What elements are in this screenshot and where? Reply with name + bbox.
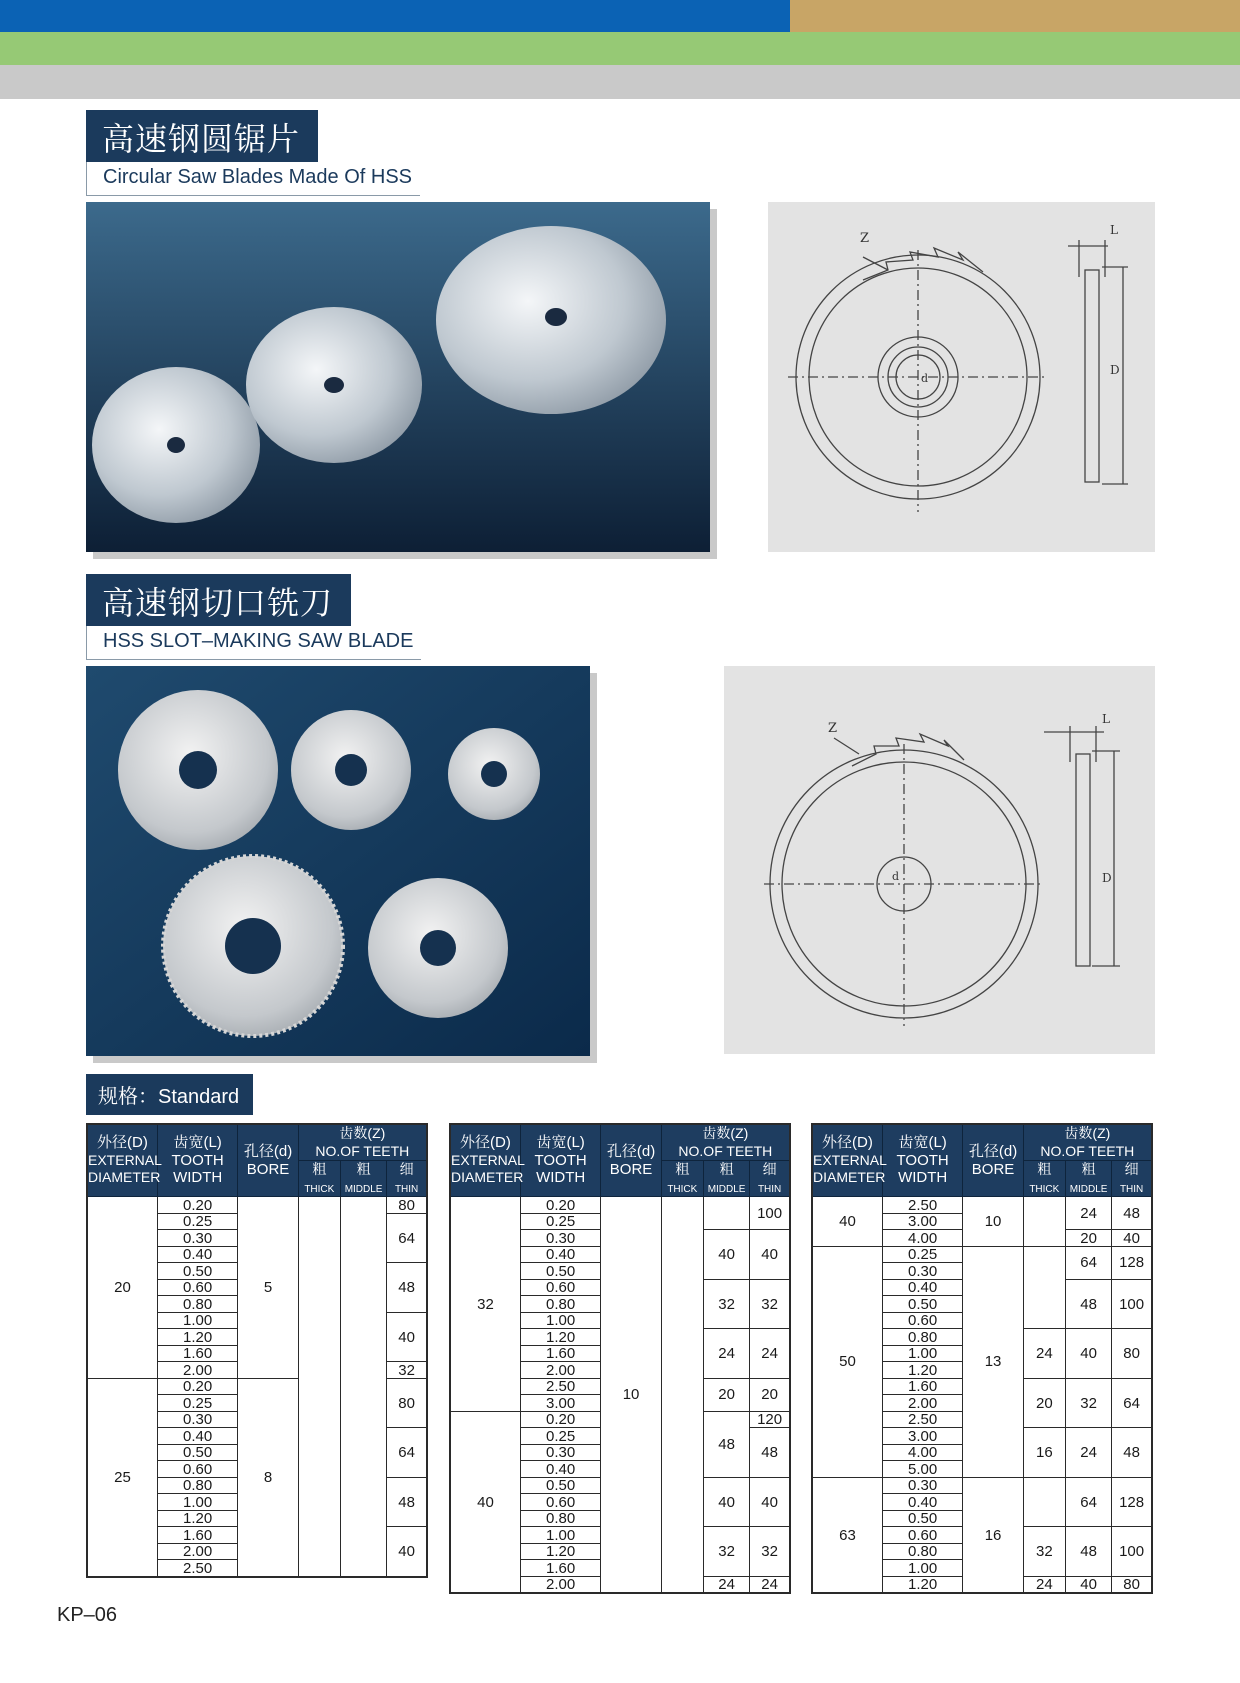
tooth-width-cell: 0.40 [157,1246,237,1263]
header-text-width-en1: TOOTH [896,1151,949,1169]
thick-teeth-cell [298,1197,340,1577]
label-z: Z [860,231,870,246]
diameter-cell: 50 [812,1246,882,1477]
header-text-ext-en2: DIAMETER [813,1169,886,1186]
header-thin [750,1161,790,1197]
thin-teeth-cell: 32 [750,1279,790,1329]
thin-teeth-cell: 40 [387,1312,427,1362]
tooth-width-cell: 0.25 [520,1428,600,1445]
table-row [812,1477,1152,1494]
header-text-width-en2: WIDTH [173,1169,223,1187]
middle-teeth-cell: 32 [1065,1378,1111,1428]
middle-teeth-cell [703,1197,749,1230]
tooth-width-cell: 4.00 [882,1444,962,1461]
thin-teeth-cell: 40 [750,1477,790,1527]
header-text-middle-cn: 粗 [356,1161,371,1178]
header-text-ext-cn: 外径(D) [460,1134,511,1152]
tooth-width-cell: 2.00 [157,1362,237,1379]
header-text-ext-en2: DIAMETER [451,1169,524,1186]
header-text-middle-en: MIDDLE [707,1183,746,1195]
diameter-cell: 40 [450,1411,520,1593]
tooth-width-cell: 1.20 [520,1329,600,1346]
tooth-width-cell: 0.60 [157,1461,237,1478]
thin-teeth-cell: 48 [387,1477,427,1527]
header-text-thick-cn: 粗 [312,1161,327,1178]
tooth-width-cell: 0.40 [882,1279,962,1296]
label-l-2: L [1102,712,1110,726]
header-thin [387,1161,427,1197]
tooth-width-cell: 0.25 [520,1213,600,1230]
header-tooth-width [520,1124,600,1197]
tooth-width-cell: 0.30 [882,1263,962,1280]
bore-cell: 16 [963,1477,1023,1593]
tooth-width-cell: 0.40 [882,1494,962,1511]
header-text-teeth-cn: 齿数(Z) [1064,1125,1111,1141]
saw-blade-medium [246,307,422,463]
header-bore [601,1124,661,1197]
header-text-ext-cn: 外径(D) [97,1134,148,1152]
thick-teeth-cell [661,1197,703,1594]
tooth-width-cell: 1.20 [157,1329,237,1346]
tooth-width-cell: 4.00 [882,1230,962,1247]
thick-teeth-cell: 16 [1023,1428,1065,1478]
tooth-width-cell: 2.00 [520,1576,600,1593]
header-text-thin-en: THIN [757,1183,782,1195]
header-no-of-teeth [1023,1124,1152,1161]
thin-teeth-cell: 20 [750,1378,790,1411]
slot-saw-drawing [724,666,1155,1054]
thin-teeth-cell: 64 [1112,1378,1152,1428]
tooth-width-cell: 0.50 [882,1296,962,1313]
tooth-width-cell: 1.20 [882,1576,962,1593]
diameter-cell: 32 [450,1197,520,1412]
saw-blade-large [436,226,666,414]
tooth-width-cell: 2.00 [157,1543,237,1560]
thin-teeth-cell: 64 [387,1428,427,1478]
tooth-width-cell: 2.50 [882,1197,962,1214]
tooth-width-cell: 0.30 [882,1477,962,1494]
header-tooth-width [157,1124,237,1197]
tooth-width-cell: 1.00 [882,1560,962,1577]
middle-teeth-cell: 40 [1065,1576,1111,1593]
header-bore [238,1124,298,1197]
tooth-width-cell: 0.40 [520,1461,600,1478]
header-thick [1023,1161,1065,1197]
tooth-width-cell: 0.80 [157,1477,237,1494]
tooth-width-cell: 2.50 [520,1378,600,1395]
section1-title-cn: 高速钢圆锯片 [86,110,318,162]
tooth-width-cell: 0.25 [157,1395,237,1412]
thin-teeth-cell: 80 [1112,1329,1152,1379]
tooth-width-cell: 0.80 [882,1543,962,1560]
thick-teeth-cell: 32 [1023,1527,1065,1577]
header-text-width-cn: 齿宽(L) [173,1134,222,1152]
header-text-width-cn: 齿宽(L) [536,1134,585,1152]
thick-teeth-cell [1023,1246,1065,1329]
header-text-middle-cn: 粗 [719,1161,734,1178]
middle-teeth-cell: 24 [703,1329,749,1379]
tooth-width-cell: 0.20 [157,1378,237,1395]
tooth-width-cell: 0.60 [882,1527,962,1544]
header-text-thin-en: THIN [1119,1183,1144,1195]
bore-cell: 5 [238,1197,298,1379]
header-middle [703,1161,749,1197]
thick-teeth-cell: 24 [1023,1329,1065,1379]
thin-teeth-cell: 48 [387,1263,427,1313]
table-row [450,1197,790,1214]
header-text-ext-en1: EXTERNAL [813,1151,887,1168]
slot-blade-4 [163,856,343,1036]
header-text-bore-cn: 孔径(d) [243,1143,293,1161]
table-row [812,1197,1152,1214]
section1-title-en: Circular Saw Blades Made Of HSS [86,162,420,196]
middle-teeth-cell: 48 [1065,1527,1111,1577]
label-small-d-2: d [892,870,900,883]
tooth-width-cell: 0.50 [520,1263,600,1280]
thick-teeth-cell [1023,1477,1065,1527]
thin-teeth-cell: 100 [1112,1527,1152,1577]
section2-title [86,574,421,660]
tooth-width-cell: 1.00 [157,1494,237,1511]
diameter-cell: 40 [812,1197,882,1247]
tooth-width-cell: 0.80 [882,1329,962,1346]
header-band-tan [790,0,1240,32]
spec-table-3 [811,1123,1153,1594]
label-z-2: Z [828,721,838,736]
tooth-width-cell: 0.50 [157,1444,237,1461]
thin-teeth-cell: 80 [387,1378,427,1428]
tooth-width-cell: 0.30 [157,1411,237,1428]
middle-teeth-cell: 40 [703,1230,749,1280]
tooth-width-cell: 1.60 [520,1560,600,1577]
circular-saw-drawing [768,202,1155,552]
header-text-width-en1: TOOTH [534,1151,587,1169]
header-text-width-en2: WIDTH [536,1169,586,1187]
middle-teeth-cell: 24 [1065,1428,1111,1478]
tooth-width-cell: 3.00 [882,1428,962,1445]
table-row [87,1197,427,1214]
middle-teeth-cell: 24 [1065,1197,1111,1230]
header-external-diameter [812,1124,887,1197]
slot-saw-photo [86,666,590,1056]
header-text-middle-cn: 粗 [1081,1161,1096,1178]
thin-teeth-cell: 64 [387,1213,427,1263]
thin-teeth-cell: 24 [750,1576,790,1593]
middle-teeth-cell: 32 [703,1279,749,1329]
header-text-ext-en1: EXTERNAL [451,1151,525,1168]
middle-teeth-cell: 40 [703,1477,749,1527]
tooth-width-cell: 0.60 [882,1312,962,1329]
tooth-width-cell: 0.20 [157,1197,237,1214]
middle-teeth-cell: 64 [1065,1477,1111,1527]
header-text-thin-cn: 细 [1124,1161,1139,1178]
tooth-width-cell: 2.00 [882,1395,962,1412]
middle-teeth-cell: 32 [703,1527,749,1577]
header-text-bore-cn: 孔径(d) [606,1143,656,1161]
middle-teeth-cell [340,1197,386,1577]
header-text-thick-en: THICK [304,1183,335,1195]
tooth-width-cell: 0.50 [520,1477,600,1494]
header-text-width-en1: TOOTH [171,1151,224,1169]
tooth-width-cell: 0.80 [157,1296,237,1313]
header-bore [963,1124,1023,1197]
tooth-width-cell: 1.60 [882,1378,962,1395]
bore-cell: 8 [238,1378,298,1577]
tooth-width-cell: 1.20 [157,1510,237,1527]
table-row [812,1246,1152,1263]
header-no-of-teeth [298,1124,427,1161]
tooth-width-cell: 0.80 [520,1296,600,1313]
slot-blade-5 [368,878,508,1018]
header-text-thick-cn: 粗 [1037,1161,1052,1178]
thin-teeth-cell: 128 [1112,1477,1152,1527]
label-l: L [1110,223,1118,237]
header-middle [1065,1161,1111,1197]
tooth-width-cell: 1.20 [882,1362,962,1379]
bore-cell: 13 [963,1246,1023,1477]
spec-table-2 [449,1123,791,1594]
header-text-ext-en2: DIAMETER [88,1169,161,1186]
thin-teeth-cell: 48 [750,1428,790,1478]
thin-teeth-cell: 40 [1112,1230,1152,1247]
thick-teeth-cell: 20 [1023,1378,1065,1428]
tooth-width-cell: 0.40 [157,1428,237,1445]
middle-teeth-cell: 24 [703,1576,749,1593]
header-external-diameter [87,1124,162,1197]
tooth-width-cell: 1.60 [157,1527,237,1544]
thin-teeth-cell: 48 [1112,1428,1152,1478]
tooth-width-cell: 1.00 [157,1312,237,1329]
page-number: KP–06 [57,1604,118,1626]
tooth-width-cell: 0.60 [157,1279,237,1296]
tooth-width-cell: 0.25 [882,1246,962,1263]
header-band-green [0,32,1240,65]
diameter-cell: 25 [87,1378,157,1577]
tooth-width-cell: 2.50 [882,1411,962,1428]
header-band-blue [0,0,790,32]
bore-cell: 10 [601,1197,661,1594]
tooth-width-cell: 5.00 [882,1461,962,1478]
header-band-gray [0,65,1240,99]
header-text-thick-en: THICK [667,1183,698,1195]
thin-teeth-cell: 32 [750,1527,790,1577]
header-thick [661,1161,703,1197]
header-text-bore-en: BORE [246,1160,290,1178]
tooth-width-cell: 3.00 [882,1213,962,1230]
thin-teeth-cell: 40 [387,1527,427,1577]
label-big-d: D [1110,363,1120,377]
header-text-thin-cn: 细 [762,1161,777,1178]
diameter-cell: 63 [812,1477,882,1593]
header-text-width-en2: WIDTH [898,1169,948,1187]
header-tooth-width [882,1124,962,1197]
saw-blade-small [92,367,260,523]
header-no-of-teeth [661,1124,790,1161]
label-small-d: d [921,372,929,385]
label-big-d-2: D [1102,871,1112,885]
slot-blade-1 [118,690,278,850]
header-external-diameter [450,1124,525,1197]
tooth-width-cell: 0.60 [520,1494,600,1511]
thick-teeth-cell: 24 [1023,1576,1065,1593]
header-text-bore-en: BORE [971,1160,1015,1178]
header-text-ext-cn: 外径(D) [822,1134,873,1152]
header-text-middle-en: MIDDLE [1069,1183,1108,1195]
header-text-bore-en: BORE [609,1160,653,1178]
thick-teeth-cell [1023,1197,1065,1247]
diameter-cell: 20 [87,1197,157,1379]
header-text-teeth-en: NO.OF TEETH [678,1142,773,1159]
tooth-width-cell: 0.80 [520,1510,600,1527]
header-middle [340,1161,386,1197]
tooth-width-cell: 0.30 [157,1230,237,1247]
tooth-width-cell: 0.25 [157,1213,237,1230]
middle-teeth-cell: 40 [1065,1329,1111,1379]
header-text-teeth-cn: 齿数(Z) [702,1125,749,1141]
spec-table-1 [86,1123,428,1578]
thin-teeth-cell: 100 [750,1197,790,1230]
tooth-width-cell: 1.00 [520,1312,600,1329]
header-text-teeth-cn: 齿数(Z) [339,1125,386,1141]
header-text-ext-en1: EXTERNAL [88,1151,162,1168]
middle-teeth-cell: 48 [1065,1279,1111,1329]
header-text-thin-en: THIN [394,1183,419,1195]
thin-teeth-cell: 24 [750,1329,790,1379]
bore-cell: 10 [963,1197,1023,1247]
tooth-width-cell: 1.20 [520,1543,600,1560]
slot-blade-3 [448,728,540,820]
thin-teeth-cell: 120 [750,1411,790,1428]
circular-saw-photo [86,202,710,552]
thin-teeth-cell: 80 [387,1197,427,1214]
thin-teeth-cell: 80 [1112,1576,1152,1593]
header-text-thick-en: THICK [1029,1183,1060,1195]
tooth-width-cell: 0.20 [520,1411,600,1428]
tooth-width-cell: 1.00 [882,1345,962,1362]
tooth-width-cell: 0.50 [882,1510,962,1527]
tooth-width-cell: 1.60 [520,1345,600,1362]
slot-blade-2 [291,710,411,830]
thin-teeth-cell: 100 [1112,1279,1152,1329]
thin-teeth-cell: 48 [1112,1197,1152,1230]
header-text-thin-cn: 细 [399,1161,414,1178]
thin-teeth-cell: 40 [750,1230,790,1280]
middle-teeth-cell: 20 [1065,1230,1111,1247]
tooth-width-cell: 0.40 [520,1246,600,1263]
header-text-thick-cn: 粗 [675,1161,690,1178]
tooth-width-cell: 1.00 [520,1527,600,1544]
middle-teeth-cell: 48 [703,1411,749,1477]
tooth-width-cell: 2.00 [520,1362,600,1379]
middle-teeth-cell: 64 [1065,1246,1111,1279]
tooth-width-cell: 0.30 [520,1444,600,1461]
header-thick [298,1161,340,1197]
tooth-width-cell: 2.50 [157,1560,237,1577]
header-text-middle-en: MIDDLE [344,1183,383,1195]
thin-teeth-cell: 128 [1112,1246,1152,1279]
tooth-width-cell: 0.60 [520,1279,600,1296]
tooth-width-cell: 0.30 [520,1230,600,1247]
middle-teeth-cell: 20 [703,1378,749,1411]
header-text-teeth-en: NO.OF TEETH [315,1142,410,1159]
header-text-width-cn: 齿宽(L) [898,1134,947,1152]
header-text-teeth-en: NO.OF TEETH [1040,1142,1135,1159]
tooth-width-cell: 0.50 [157,1263,237,1280]
section2-title-cn: 高速钢切口铣刀 [86,574,351,626]
header-thin [1112,1161,1152,1197]
thin-teeth-cell: 32 [387,1362,427,1379]
section1-title [86,110,420,196]
tooth-width-cell: 1.60 [157,1345,237,1362]
spec-label: 规格：Standard [86,1074,253,1115]
section2-title-en: HSS SLOT–MAKING SAW BLADE [86,626,421,660]
tooth-width-cell: 0.20 [520,1197,600,1214]
tooth-width-cell: 3.00 [520,1395,600,1412]
header-text-bore-cn: 孔径(d) [968,1143,1018,1161]
